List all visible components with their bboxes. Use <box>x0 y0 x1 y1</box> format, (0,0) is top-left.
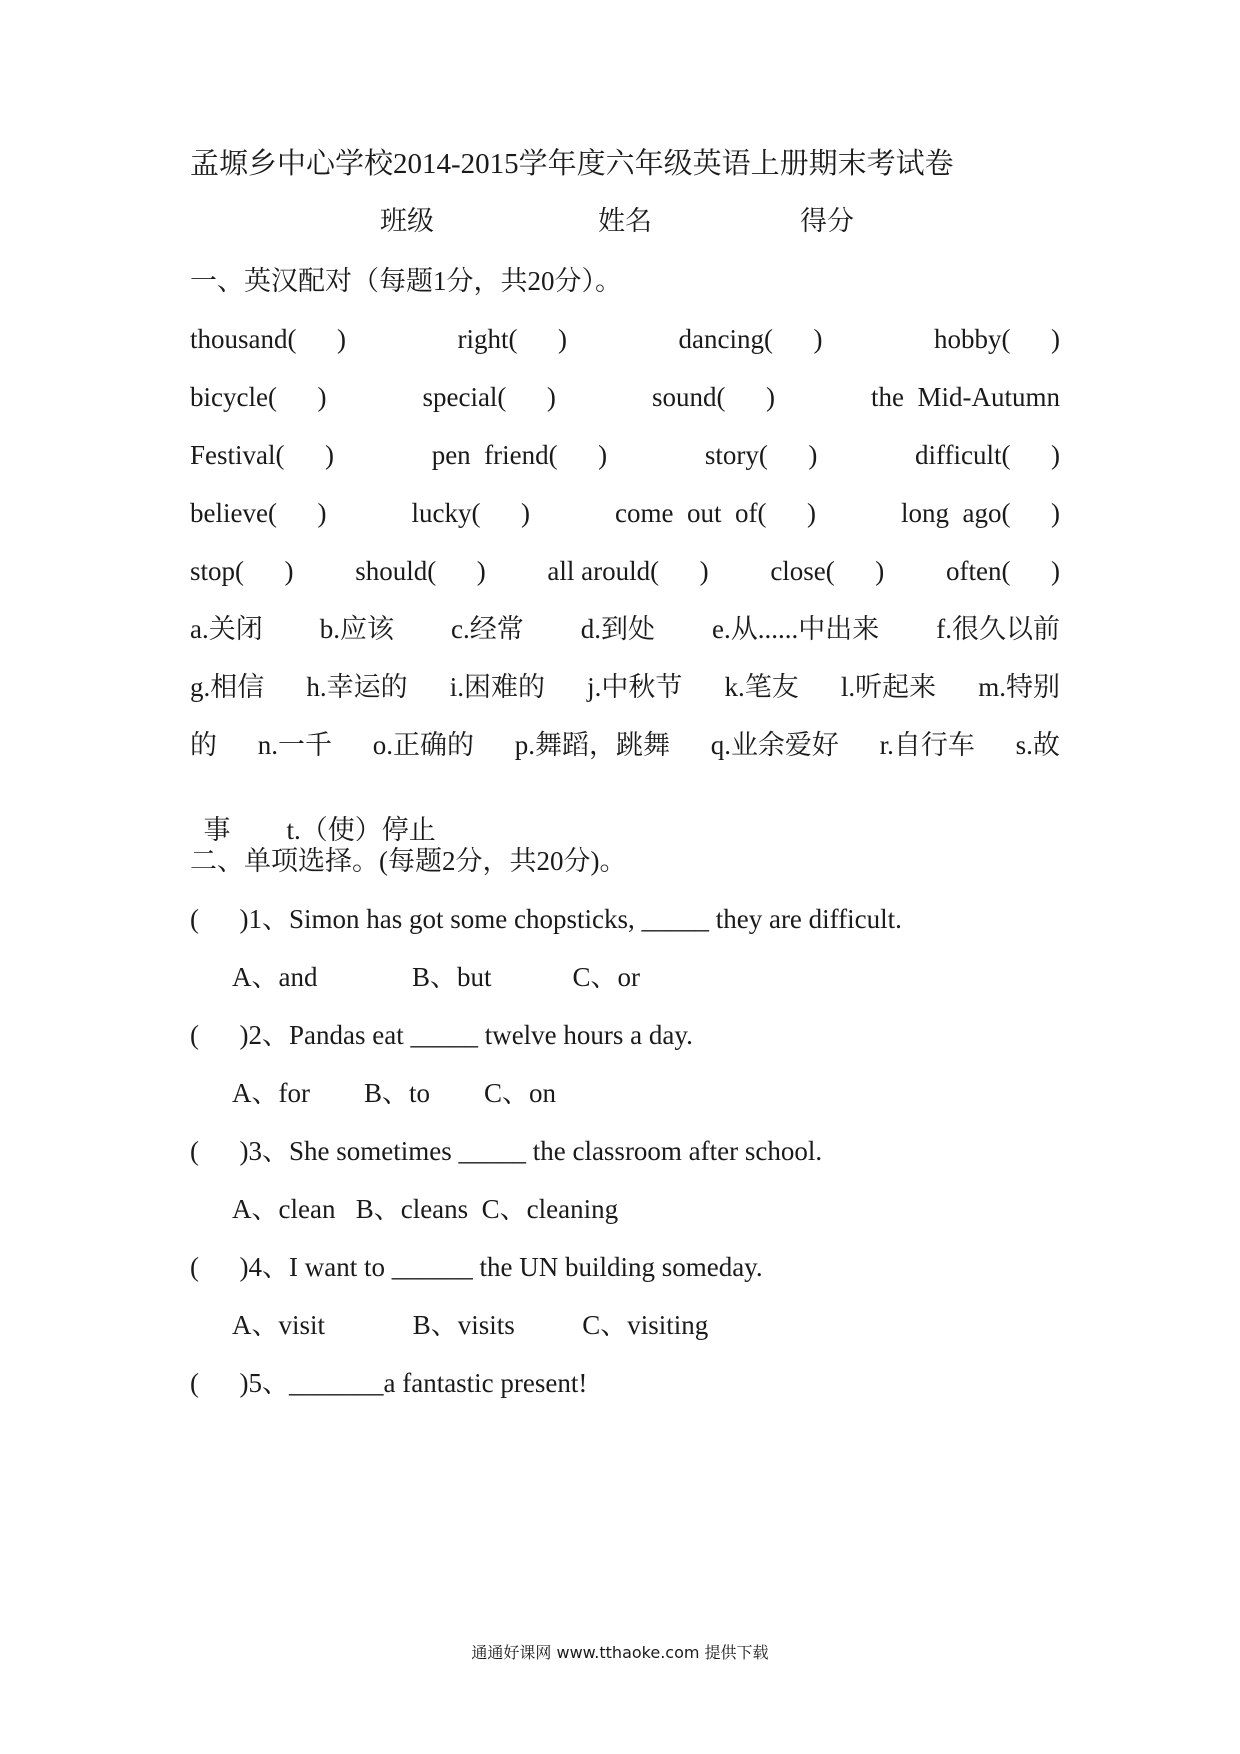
meaning-item: 的 <box>190 730 217 760</box>
question-options: A、visit B、visits C、visiting <box>232 1310 709 1340</box>
meaning-item: m.特别 <box>978 672 1060 702</box>
word-item: right( ) <box>457 324 567 354</box>
question-stem: ( )5、_______a fantastic present! <box>190 1368 588 1398</box>
meaning-item: 事 <box>203 815 231 845</box>
meaning-row <box>190 616 1060 643</box>
word-item: bicycle( ) <box>190 382 327 412</box>
word-item: story( ) <box>704 440 818 470</box>
section2-heading: 二、单项选择。(每题2分，共20分)。 <box>190 846 627 876</box>
question-stem: ( )1、Simon has got some chopsticks, _____ they are difficult. <box>190 904 902 934</box>
meaning-item: s.故 <box>1015 730 1060 760</box>
meaning-item: h.幸运的 <box>306 672 408 702</box>
meaning-item: l.听起来 <box>840 672 937 702</box>
word-item: should( ) <box>355 556 486 586</box>
question-stem: ( )4、I want to ______ the UN building someday. <box>190 1252 763 1282</box>
meaning-item: j.中秋节 <box>587 672 683 702</box>
class-field-label: 班级 <box>380 206 434 236</box>
question-stem: ( )2、Pandas eat _____ twelve hours a day. <box>190 1020 693 1050</box>
word-item: close( ) <box>770 556 885 586</box>
meaning-item: e.从......中出来 <box>711 614 880 644</box>
word-item: come out of( ) <box>615 498 816 528</box>
meaning-item: c.经常 <box>450 614 524 644</box>
meaning-row <box>190 732 1060 759</box>
meaning-item: k.笔友 <box>724 672 799 702</box>
word-item: difficult( ) <box>915 440 1060 470</box>
meaning-item: q.业余爱好 <box>710 730 839 760</box>
question-stem: ( )3、She sometimes _____ the classroom after school. <box>190 1136 823 1166</box>
word-item: believe( ) <box>190 498 327 528</box>
word-item: thousand( ) <box>190 324 346 354</box>
meaning-item: o.正确的 <box>372 730 474 760</box>
question-options: A、and B、but C、or <box>232 962 640 992</box>
question-options: A、for B、to C、on <box>232 1078 556 1108</box>
word-row <box>190 500 1060 527</box>
word-item: stop( ) <box>190 556 294 586</box>
word-item: sound( ) <box>651 382 775 412</box>
word-item: long ago( ) <box>901 498 1060 528</box>
section1-heading: 一、英汉配对（每题1分，共20分）。 <box>190 266 622 296</box>
word-item: pen friend( ) <box>431 440 608 470</box>
meaning-row <box>190 674 1060 701</box>
word-row <box>190 326 1060 353</box>
meaning-item: r.自行车 <box>879 730 975 760</box>
meaning-item: d.到处 <box>580 614 655 644</box>
meaning-item: a.关闭 <box>190 614 263 644</box>
word-row <box>190 442 1060 469</box>
question-options: A、clean B、cleans C、cleaning <box>232 1194 619 1224</box>
word-item: lucky( ) <box>411 498 530 528</box>
word-item: the Mid-Autumn <box>870 382 1060 412</box>
score-field-label: 得分 <box>800 206 854 236</box>
page-footer: 通通好课网 www.tthaoke.com 提供下载 <box>471 1643 769 1662</box>
meaning-row-last <box>190 790 436 844</box>
word-item: special( ) <box>422 382 556 412</box>
meaning-item: g.相信 <box>190 672 265 702</box>
word-row <box>190 384 1060 411</box>
meaning-item: f.很久以前 <box>936 614 1060 644</box>
page-title: 孟塬乡中心学校2014-2015学年度六年级英语上册期末考试卷 <box>190 148 954 180</box>
meaning-item: n.一千 <box>257 730 332 760</box>
word-row <box>190 558 1060 585</box>
word-item: hobby( ) <box>934 324 1060 354</box>
word-item: all arould( ) <box>547 556 709 586</box>
meaning-item: t.（使）停止 <box>286 815 436 845</box>
name-field-label: 姓名 <box>598 206 652 236</box>
meaning-item: b.应该 <box>319 614 394 644</box>
word-item: dancing( ) <box>678 324 823 354</box>
word-item: Festival( ) <box>190 440 334 470</box>
word-item: often( ) <box>945 556 1060 586</box>
meaning-item: p.舞蹈，跳舞 <box>514 730 670 760</box>
meaning-item: i.困难的 <box>449 672 545 702</box>
